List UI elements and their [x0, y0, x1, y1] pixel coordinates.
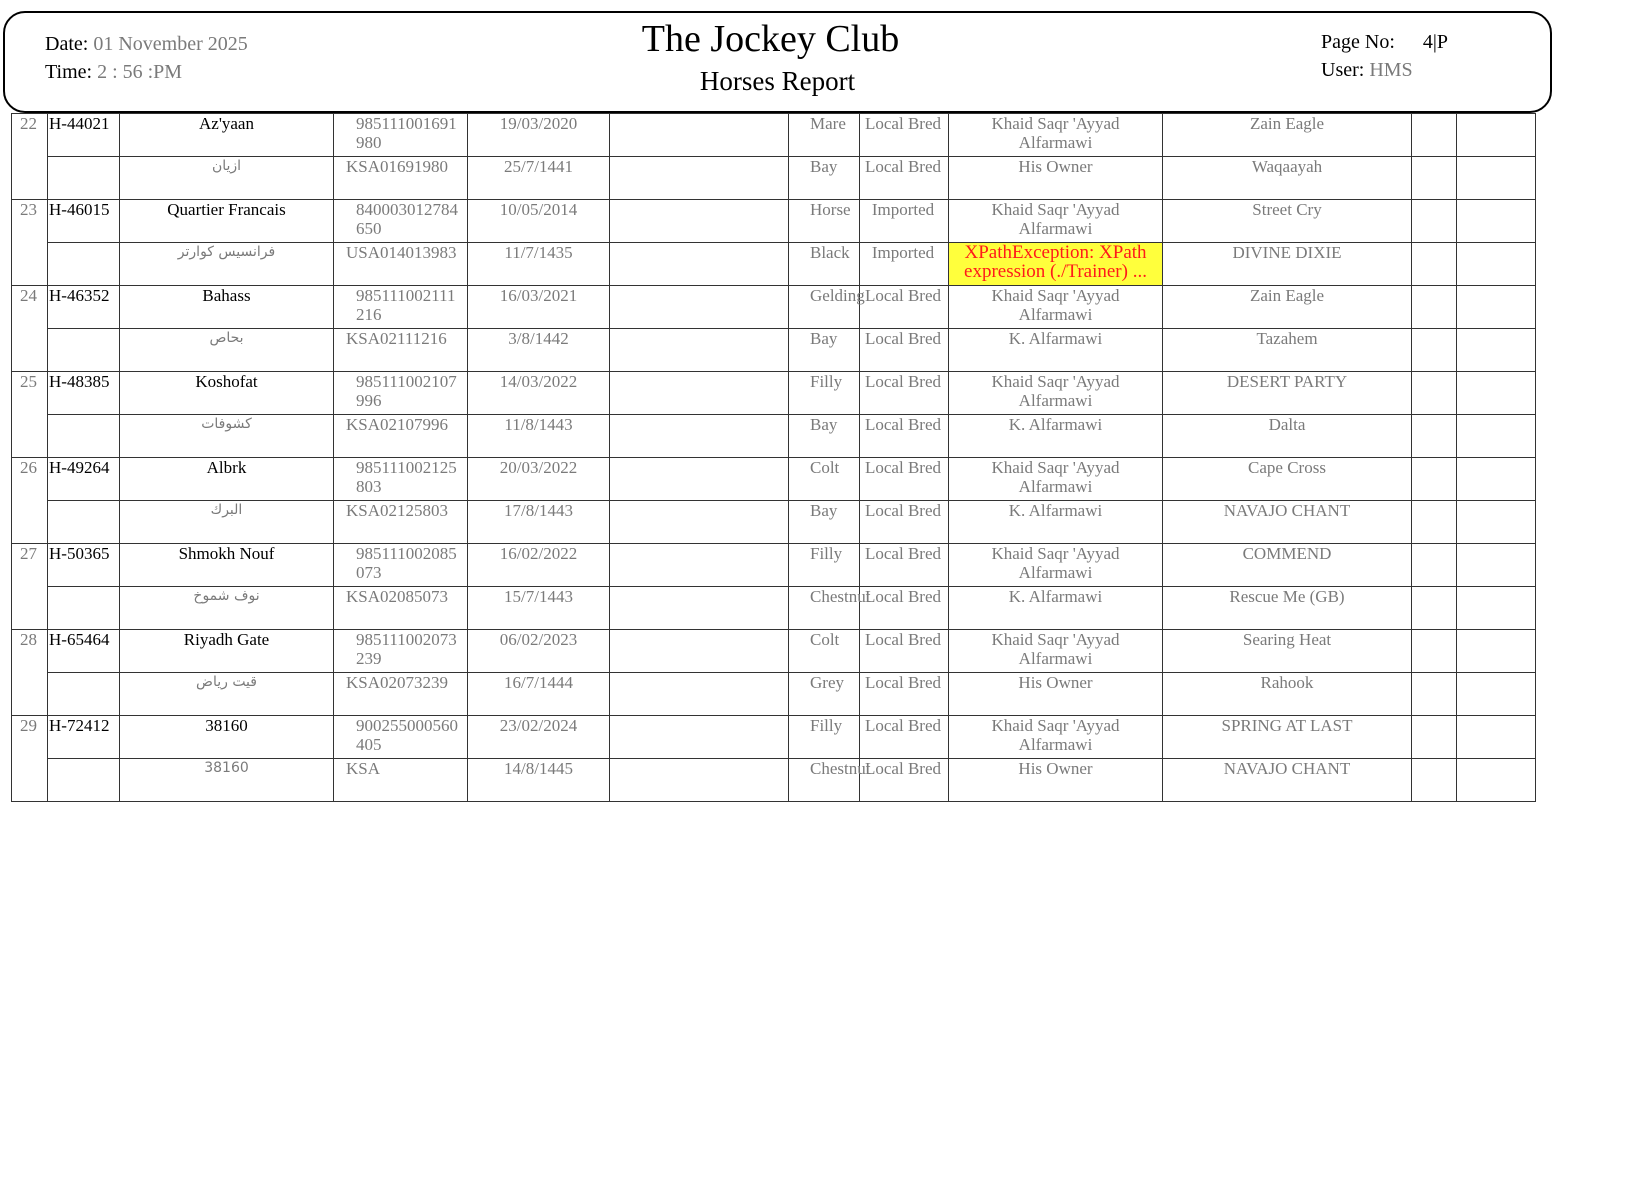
microchip-line1: 985111002125	[356, 458, 457, 477]
passport-number: KSA02111216	[334, 329, 468, 372]
blank-cell	[1412, 587, 1457, 630]
horse-origin: Local Bred	[860, 544, 949, 587]
user-label: User:	[1321, 59, 1365, 81]
horse-name-arabic: ازيان	[120, 157, 334, 200]
breeder-name: His Owner	[949, 759, 1163, 802]
microchip-line1: 985111001691	[356, 114, 457, 133]
horse-code: H-49264	[48, 458, 120, 501]
horse-sex: Colt	[789, 458, 860, 501]
owner-line2: Alfarmawi	[1018, 305, 1093, 324]
microchip-line2: 216	[356, 305, 382, 324]
table-row	[12, 157, 1536, 200]
table-row	[12, 587, 1536, 630]
blank-cell	[610, 372, 789, 415]
sire-name: DESERT PARTY	[1163, 372, 1412, 415]
user-value: HMS	[1369, 59, 1413, 81]
birth-date: 23/02/2024	[468, 716, 610, 759]
horse-origin-2: Local Bred	[860, 501, 949, 544]
report-title: Horses Report	[699, 66, 856, 96]
owner-line2: Alfarmawi	[1018, 477, 1093, 496]
blank-cell	[610, 458, 789, 501]
row-number: 25	[12, 372, 48, 415]
birth-date: 10/05/2014	[468, 200, 610, 243]
horse-name: Bahass	[120, 286, 334, 329]
microchip-line1: 840003012784	[356, 200, 458, 219]
dam-name: DIVINE DIXIE	[1163, 243, 1412, 286]
page-value: 4|P	[1422, 31, 1449, 53]
owner-line2: Alfarmawi	[1018, 735, 1093, 754]
horse-name-arabic: نوف شموخ	[120, 587, 334, 630]
page-user-block	[1321, 28, 1448, 84]
passport-number: KSA	[334, 759, 468, 802]
horse-origin: Local Bred	[860, 114, 949, 157]
passport-number: KSA01691980	[334, 157, 468, 200]
birth-date: 16/02/2022	[468, 544, 610, 587]
owner-cell	[949, 114, 1163, 157]
date-value: 01 November 2025	[93, 33, 248, 55]
owner-line2: Alfarmawi	[1018, 563, 1093, 582]
blank-cell	[1412, 114, 1457, 157]
microchip-line1: 985111002111	[356, 286, 456, 305]
row-number: 23	[12, 200, 48, 243]
microchip-cell	[334, 630, 468, 673]
horse-color: Bay	[789, 329, 860, 372]
table-row	[12, 243, 1536, 286]
microchip-line2: 239	[356, 649, 382, 668]
horse-color: Bay	[789, 157, 860, 200]
row-number-blank	[12, 673, 48, 716]
microchip-line2: 803	[356, 477, 382, 496]
blank-cell	[1412, 544, 1457, 587]
owner-line2: Alfarmawi	[1018, 133, 1093, 152]
row-number: 29	[12, 716, 48, 759]
horse-sex: Filly	[789, 372, 860, 415]
horse-name: Az'yaan	[120, 114, 334, 157]
hijri-date: 11/7/1435	[468, 243, 610, 286]
horse-sex: Filly	[789, 716, 860, 759]
horse-name-arabic: كشوفات	[120, 415, 334, 458]
hijri-date: 11/8/1443	[468, 415, 610, 458]
table-row	[12, 759, 1536, 802]
horse-code: H-46015	[48, 200, 120, 243]
owner-line2: Alfarmawi	[1018, 391, 1093, 410]
row-number-blank	[12, 587, 48, 630]
row-number: 24	[12, 286, 48, 329]
microchip-line2: 650	[356, 219, 382, 238]
blank-cell	[48, 759, 120, 802]
horse-sex: Gelding	[789, 286, 860, 329]
horse-code: H-50365	[48, 544, 120, 587]
row-number-blank	[12, 157, 48, 200]
table-row	[12, 329, 1536, 372]
table-row	[12, 458, 1536, 501]
birth-date: 16/03/2021	[468, 286, 610, 329]
horse-name: Riyadh Gate	[120, 630, 334, 673]
owner-line1: Khaid Saqr 'Ayyad	[991, 114, 1120, 133]
microchip-line1: 985111002107	[356, 372, 457, 391]
horse-name-arabic: فرانسيس كوارتر	[120, 243, 334, 286]
sire-name: COMMEND	[1163, 544, 1412, 587]
breeder-name: K. Alfarmawi	[949, 587, 1163, 630]
table-row	[12, 716, 1536, 759]
horse-color: Grey	[789, 673, 860, 716]
hijri-date: 14/8/1445	[468, 759, 610, 802]
owner-cell	[949, 458, 1163, 501]
horse-name: Quartier Francais	[120, 200, 334, 243]
horse-name-arabic: 38160	[120, 759, 334, 802]
horse-code: H-72412	[48, 716, 120, 759]
microchip-cell	[334, 544, 468, 587]
sire-name: Searing Heat	[1163, 630, 1412, 673]
blank-cell	[1412, 286, 1457, 329]
birth-date: 20/03/2022	[468, 458, 610, 501]
blank-cell	[1457, 200, 1536, 243]
breeder-name: K. Alfarmawi	[949, 501, 1163, 544]
birth-date: 06/02/2023	[468, 630, 610, 673]
birth-date: 14/03/2022	[468, 372, 610, 415]
blank-cell	[610, 759, 789, 802]
passport-number: KSA02125803	[334, 501, 468, 544]
breeder-name: His Owner	[949, 157, 1163, 200]
horse-name: Koshofat	[120, 372, 334, 415]
table-row	[12, 415, 1536, 458]
microchip-line2: 073	[356, 563, 382, 582]
horse-color: Bay	[789, 415, 860, 458]
blank-cell	[1457, 372, 1536, 415]
hijri-date: 16/7/1444	[468, 673, 610, 716]
blank-cell	[48, 415, 120, 458]
table-row	[12, 630, 1536, 673]
horse-sex: Mare	[789, 114, 860, 157]
horse-name: 38160	[120, 716, 334, 759]
microchip-line2: 996	[356, 391, 382, 410]
blank-cell	[1412, 243, 1457, 286]
blank-cell	[1457, 415, 1536, 458]
horse-color: Black	[789, 243, 860, 286]
dam-name: Rahook	[1163, 673, 1412, 716]
horse-code: H-44021	[48, 114, 120, 157]
row-number-blank	[12, 243, 48, 286]
blank-cell	[1457, 243, 1536, 286]
blank-cell	[610, 630, 789, 673]
horse-sex: Colt	[789, 630, 860, 673]
dam-name: Rescue Me (GB)	[1163, 587, 1412, 630]
blank-cell	[610, 243, 789, 286]
blank-cell	[48, 587, 120, 630]
blank-cell	[1412, 458, 1457, 501]
horse-origin-2: Local Bred	[860, 157, 949, 200]
row-number-blank	[12, 501, 48, 544]
blank-cell	[610, 716, 789, 759]
microchip-cell	[334, 114, 468, 157]
blank-cell	[1457, 157, 1536, 200]
microchip-line1: 985111002085	[356, 544, 457, 563]
table-row	[12, 200, 1536, 243]
blank-cell	[1412, 329, 1457, 372]
horse-origin-2: Local Bred	[860, 673, 949, 716]
blank-cell	[48, 673, 120, 716]
horse-name-arabic: قيت رياض	[120, 673, 334, 716]
blank-cell	[1412, 501, 1457, 544]
date-label: Date:	[45, 33, 89, 55]
owner-cell	[949, 200, 1163, 243]
row-number: 26	[12, 458, 48, 501]
blank-cell	[1412, 372, 1457, 415]
horses-table	[11, 113, 1536, 802]
blank-cell	[1412, 673, 1457, 716]
blank-cell	[1412, 759, 1457, 802]
blank-cell	[1457, 630, 1536, 673]
breeder-error-cell	[949, 243, 1163, 286]
horse-origin-2: Local Bred	[860, 587, 949, 630]
hijri-date: 15/7/1443	[468, 587, 610, 630]
blank-cell	[1412, 716, 1457, 759]
owner-line1: Khaid Saqr 'Ayyad	[991, 716, 1120, 735]
horse-origin-2: Local Bred	[860, 329, 949, 372]
owner-cell	[949, 716, 1163, 759]
owner-line1: Khaid Saqr 'Ayyad	[991, 458, 1120, 477]
sire-name: Cape Cross	[1163, 458, 1412, 501]
table-row	[12, 544, 1536, 587]
blank-cell	[1412, 157, 1457, 200]
blank-cell	[1457, 544, 1536, 587]
table-row	[12, 673, 1536, 716]
sire-name: Street Cry	[1163, 200, 1412, 243]
horse-origin-2: Local Bred	[860, 415, 949, 458]
blank-cell	[1457, 759, 1536, 802]
horse-sex: Horse	[789, 200, 860, 243]
passport-number: KSA02085073	[334, 587, 468, 630]
horse-name: Shmokh Nouf	[120, 544, 334, 587]
dam-name: Waqaayah	[1163, 157, 1412, 200]
blank-cell	[610, 114, 789, 157]
horse-color: Chestnut	[789, 759, 860, 802]
sire-name: SPRING AT LAST	[1163, 716, 1412, 759]
blank-cell	[1457, 587, 1536, 630]
birth-date: 19/03/2020	[468, 114, 610, 157]
table-row	[12, 501, 1536, 544]
sire-name: Zain Eagle	[1163, 286, 1412, 329]
table-row	[12, 286, 1536, 329]
blank-cell	[48, 501, 120, 544]
page-label: Page No:	[1321, 31, 1395, 53]
row-number: 28	[12, 630, 48, 673]
owner-line1: Khaid Saqr 'Ayyad	[991, 544, 1120, 563]
blank-cell	[1457, 501, 1536, 544]
passport-number: KSA02073239	[334, 673, 468, 716]
horse-name: Albrk	[120, 458, 334, 501]
microchip-line1: 900255000560	[356, 716, 458, 735]
owner-line1: Khaid Saqr 'Ayyad	[991, 630, 1120, 649]
horse-name-arabic: البرك	[120, 501, 334, 544]
row-number: 27	[12, 544, 48, 587]
hijri-date: 17/8/1443	[468, 501, 610, 544]
blank-cell	[1457, 458, 1536, 501]
owner-cell	[949, 544, 1163, 587]
error-message: XPathException: XPath expression (./Trainer) ...	[949, 243, 1162, 285]
blank-cell	[1457, 286, 1536, 329]
page-number	[1423, 28, 1448, 56]
blank-cell	[610, 286, 789, 329]
blank-cell	[610, 415, 789, 458]
blank-cell	[1412, 415, 1457, 458]
blank-cell	[1457, 673, 1536, 716]
blank-cell	[610, 501, 789, 544]
breeder-name: His Owner	[949, 673, 1163, 716]
owner-cell	[949, 286, 1163, 329]
microchip-line2: 980	[356, 133, 382, 152]
owner-line1: Khaid Saqr 'Ayyad	[991, 286, 1120, 305]
blank-cell	[48, 243, 120, 286]
dam-name: NAVAJO CHANT	[1163, 501, 1412, 544]
time-value: 2 : 56 :PM	[97, 61, 183, 83]
sire-name: Zain Eagle	[1163, 114, 1412, 157]
dam-name: Dalta	[1163, 415, 1412, 458]
horses-table-wrap	[11, 113, 1536, 802]
horse-color: Bay	[789, 501, 860, 544]
horse-code: H-46352	[48, 286, 120, 329]
horse-color: Chestnut	[789, 587, 860, 630]
blank-cell	[610, 544, 789, 587]
time-label: Time:	[45, 61, 93, 83]
blank-cell	[610, 673, 789, 716]
passport-number: KSA02107996	[334, 415, 468, 458]
owner-line2: Alfarmawi	[1018, 219, 1093, 238]
blank-cell	[48, 157, 120, 200]
horse-origin: Local Bred	[860, 716, 949, 759]
owner-line1: Khaid Saqr 'Ayyad	[991, 372, 1120, 391]
club-title: The Jockey Club	[641, 18, 900, 60]
dam-name: NAVAJO CHANT	[1163, 759, 1412, 802]
horse-code: H-48385	[48, 372, 120, 415]
blank-cell	[48, 329, 120, 372]
blank-cell	[1457, 114, 1536, 157]
blank-cell	[610, 157, 789, 200]
owner-line2: Alfarmawi	[1018, 649, 1093, 668]
table-row	[12, 114, 1536, 157]
microchip-line2: 405	[356, 735, 382, 754]
microchip-cell	[334, 286, 468, 329]
microchip-line1: 985111002073	[356, 630, 457, 649]
horse-origin: Local Bred	[860, 286, 949, 329]
row-number-blank	[12, 759, 48, 802]
breeder-name: K. Alfarmawi	[949, 415, 1163, 458]
breeder-name: K. Alfarmawi	[949, 329, 1163, 372]
row-number-blank	[12, 415, 48, 458]
blank-cell	[610, 200, 789, 243]
microchip-cell	[334, 200, 468, 243]
row-number-blank	[12, 329, 48, 372]
horse-origin-2: Local Bred	[860, 759, 949, 802]
blank-cell	[1412, 630, 1457, 673]
passport-number: USA014013983	[334, 243, 468, 286]
microchip-cell	[334, 372, 468, 415]
microchip-cell	[334, 458, 468, 501]
horse-name-arabic: بحاص	[120, 329, 334, 372]
blank-cell	[1457, 329, 1536, 372]
hijri-date: 3/8/1442	[468, 329, 610, 372]
report-header	[3, 11, 1552, 113]
horse-origin-2: Imported	[860, 243, 949, 286]
dam-name: Tazahem	[1163, 329, 1412, 372]
owner-cell	[949, 372, 1163, 415]
horse-code: H-65464	[48, 630, 120, 673]
table-row	[12, 372, 1536, 415]
hijri-date: 25/7/1441	[468, 157, 610, 200]
horse-origin: Imported	[860, 200, 949, 243]
owner-line1: Khaid Saqr 'Ayyad	[991, 200, 1120, 219]
horse-origin: Local Bred	[860, 458, 949, 501]
horse-origin: Local Bred	[860, 630, 949, 673]
blank-cell	[1457, 716, 1536, 759]
blank-cell	[1412, 200, 1457, 243]
owner-cell	[949, 630, 1163, 673]
horse-sex: Filly	[789, 544, 860, 587]
blank-cell	[610, 587, 789, 630]
horse-origin: Local Bred	[860, 372, 949, 415]
row-number: 22	[12, 114, 48, 157]
blank-cell	[610, 329, 789, 372]
microchip-cell	[334, 716, 468, 759]
